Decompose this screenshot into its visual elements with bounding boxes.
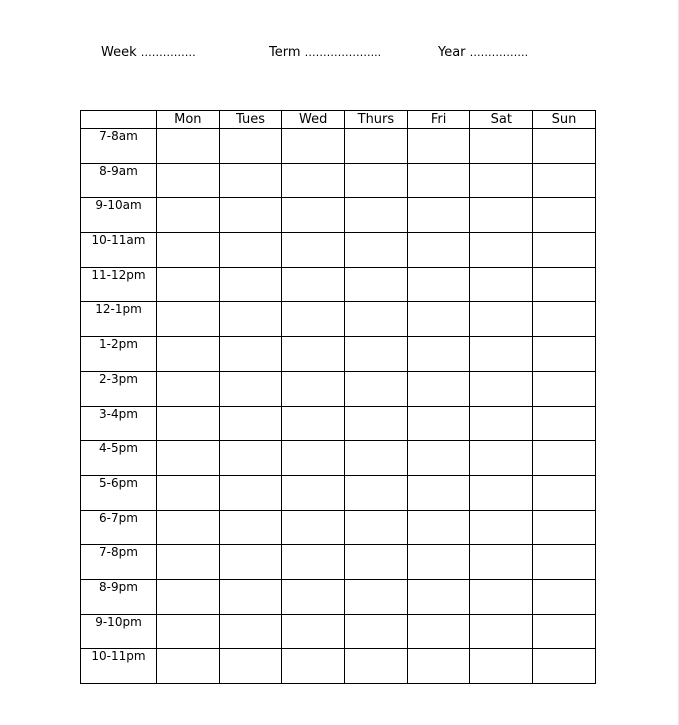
schedule-cell[interactable] <box>282 441 345 476</box>
week-blank: …………… <box>140 46 196 59</box>
week-label: Week <box>101 45 137 60</box>
schedule-cell[interactable] <box>470 337 533 372</box>
schedule-cell[interactable] <box>407 233 470 268</box>
schedule-cell[interactable] <box>533 579 596 614</box>
schedule-cell[interactable] <box>282 267 345 302</box>
schedule-cell[interactable] <box>407 337 470 372</box>
time-row <box>81 337 596 372</box>
schedule-cell[interactable] <box>219 545 282 580</box>
schedule-cell[interactable] <box>157 267 220 302</box>
time-slot-label: 8-9pm <box>81 579 157 614</box>
schedule-cell[interactable] <box>470 510 533 545</box>
schedule-cell[interactable] <box>533 337 596 372</box>
day-header-row <box>81 111 596 129</box>
time-slot-label: 10-11pm <box>81 649 157 684</box>
time-row <box>81 163 596 198</box>
time-slot-label: 9-10am <box>81 198 157 233</box>
schedule-cell[interactable] <box>345 267 408 302</box>
schedule-cell[interactable] <box>407 579 470 614</box>
schedule-cell[interactable] <box>345 475 408 510</box>
schedule-cell[interactable] <box>157 163 220 198</box>
schedule-cell[interactable] <box>470 302 533 337</box>
time-row <box>81 129 596 164</box>
schedule-cell[interactable] <box>282 371 345 406</box>
schedule-cell[interactable] <box>533 441 596 476</box>
schedule-cell[interactable] <box>157 475 220 510</box>
schedule-cell[interactable] <box>219 371 282 406</box>
schedule-cell[interactable] <box>219 406 282 441</box>
schedule-cell[interactable] <box>345 198 408 233</box>
schedule-cell[interactable] <box>470 129 533 164</box>
week-field <box>101 45 196 60</box>
schedule-cell[interactable] <box>533 129 596 164</box>
time-row <box>81 267 596 302</box>
schedule-cell[interactable] <box>219 579 282 614</box>
time-row <box>81 406 596 441</box>
time-slot-label: 9-10pm <box>81 614 157 649</box>
time-row <box>81 649 596 684</box>
schedule-cell[interactable] <box>219 267 282 302</box>
schedule-cell[interactable] <box>533 371 596 406</box>
schedule-cell[interactable] <box>407 545 470 580</box>
time-slot-label: 5-6pm <box>81 475 157 510</box>
schedule-cell[interactable] <box>345 406 408 441</box>
year-label: Year <box>438 45 466 60</box>
schedule-cell[interactable] <box>282 510 345 545</box>
schedule-cell[interactable] <box>533 545 596 580</box>
day-header-tues: Tues <box>219 111 282 129</box>
schedule-cell[interactable] <box>407 475 470 510</box>
schedule-cell[interactable] <box>219 163 282 198</box>
timetable-body <box>81 129 596 684</box>
schedule-cell[interactable] <box>470 614 533 649</box>
year-blank: ……………. <box>469 46 529 59</box>
schedule-cell[interactable] <box>345 614 408 649</box>
schedule-cell[interactable] <box>219 302 282 337</box>
schedule-cell[interactable] <box>407 267 470 302</box>
schedule-cell[interactable] <box>157 371 220 406</box>
schedule-cell[interactable] <box>157 233 220 268</box>
schedule-cell[interactable] <box>345 579 408 614</box>
schedule-cell[interactable] <box>470 267 533 302</box>
schedule-cell[interactable] <box>533 163 596 198</box>
schedule-cell[interactable] <box>219 510 282 545</box>
schedule-cell[interactable] <box>282 614 345 649</box>
time-row <box>81 371 596 406</box>
schedule-cell[interactable] <box>533 267 596 302</box>
schedule-cell[interactable] <box>219 649 282 684</box>
schedule-cell[interactable] <box>345 545 408 580</box>
schedule-cell[interactable] <box>533 614 596 649</box>
schedule-cell[interactable] <box>282 337 345 372</box>
term-field <box>269 45 381 60</box>
schedule-cell[interactable] <box>157 614 220 649</box>
schedule-cell[interactable] <box>345 337 408 372</box>
schedule-cell[interactable] <box>470 441 533 476</box>
time-row <box>81 198 596 233</box>
schedule-cell[interactable] <box>470 371 533 406</box>
schedule-cell[interactable] <box>345 441 408 476</box>
day-header-sat: Sat <box>470 111 533 129</box>
schedule-cell[interactable] <box>407 371 470 406</box>
header-line <box>0 45 679 65</box>
schedule-cell[interactable] <box>282 302 345 337</box>
time-slot-label: 2-3pm <box>81 371 157 406</box>
schedule-cell[interactable] <box>470 406 533 441</box>
schedule-cell[interactable] <box>282 406 345 441</box>
schedule-cell[interactable] <box>157 510 220 545</box>
day-header-mon: Mon <box>157 111 220 129</box>
schedule-cell[interactable] <box>345 233 408 268</box>
schedule-cell[interactable] <box>282 163 345 198</box>
schedule-cell[interactable] <box>533 302 596 337</box>
schedule-cell[interactable] <box>533 475 596 510</box>
schedule-cell[interactable] <box>345 371 408 406</box>
schedule-cell[interactable] <box>157 406 220 441</box>
schedule-cell[interactable] <box>345 163 408 198</box>
time-slot-label: 1-2pm <box>81 337 157 372</box>
schedule-cell[interactable] <box>157 441 220 476</box>
schedule-cell[interactable] <box>157 337 220 372</box>
schedule-cell[interactable] <box>533 510 596 545</box>
day-header-thurs: Thurs <box>345 111 408 129</box>
schedule-cell[interactable] <box>470 545 533 580</box>
schedule-cell[interactable] <box>345 129 408 164</box>
time-slot-label: 6-7pm <box>81 510 157 545</box>
schedule-cell[interactable] <box>219 337 282 372</box>
schedule-cell[interactable] <box>345 302 408 337</box>
schedule-cell[interactable] <box>219 198 282 233</box>
schedule-cell[interactable] <box>157 129 220 164</box>
time-row <box>81 614 596 649</box>
schedule-cell[interactable] <box>407 614 470 649</box>
term-blank: ………………... <box>304 46 382 59</box>
schedule-cell[interactable] <box>282 233 345 268</box>
schedule-cell[interactable] <box>345 510 408 545</box>
schedule-cell[interactable] <box>282 579 345 614</box>
schedule-cell[interactable] <box>470 233 533 268</box>
schedule-cell[interactable] <box>219 614 282 649</box>
time-slot-label: 4-5pm <box>81 441 157 476</box>
schedule-cell[interactable] <box>219 475 282 510</box>
schedule-cell[interactable] <box>407 406 470 441</box>
time-row <box>81 233 596 268</box>
schedule-cell[interactable] <box>282 545 345 580</box>
time-row <box>81 475 596 510</box>
year-field <box>438 45 528 60</box>
schedule-cell[interactable] <box>407 129 470 164</box>
time-slot-label: 7-8am <box>81 129 157 164</box>
schedule-cell[interactable] <box>407 510 470 545</box>
time-row <box>81 579 596 614</box>
time-slot-label: 8-9am <box>81 163 157 198</box>
schedule-cell[interactable] <box>470 649 533 684</box>
schedule-cell[interactable] <box>282 198 345 233</box>
schedule-cell[interactable] <box>219 129 282 164</box>
schedule-cell[interactable] <box>345 649 408 684</box>
schedule-cell[interactable] <box>157 302 220 337</box>
time-slot-label: 3-4pm <box>81 406 157 441</box>
time-row <box>81 510 596 545</box>
time-slot-label: 7-8pm <box>81 545 157 580</box>
schedule-cell[interactable] <box>157 579 220 614</box>
time-slot-label: 10-11am <box>81 233 157 268</box>
day-header-wed: Wed <box>282 111 345 129</box>
schedule-cell[interactable] <box>407 649 470 684</box>
schedule-cell[interactable] <box>407 198 470 233</box>
time-slot-label: 12-1pm <box>81 302 157 337</box>
schedule-cell[interactable] <box>533 233 596 268</box>
schedule-cell[interactable] <box>282 475 345 510</box>
schedule-cell[interactable] <box>219 441 282 476</box>
schedule-cell[interactable] <box>282 129 345 164</box>
time-slot-label: 11-12pm <box>81 267 157 302</box>
schedule-cell[interactable] <box>533 649 596 684</box>
schedule-cell[interactable] <box>219 233 282 268</box>
schedule-cell[interactable] <box>533 406 596 441</box>
day-header-sun: Sun <box>533 111 596 129</box>
schedule-cell[interactable] <box>470 475 533 510</box>
schedule-cell[interactable] <box>157 198 220 233</box>
schedule-cell[interactable] <box>470 163 533 198</box>
schedule-cell[interactable] <box>470 198 533 233</box>
schedule-cell[interactable] <box>157 649 220 684</box>
schedule-cell[interactable] <box>407 441 470 476</box>
time-row <box>81 302 596 337</box>
corner-cell <box>81 111 157 129</box>
timetable-grid <box>80 110 596 684</box>
term-label: Term <box>269 45 301 60</box>
schedule-cell[interactable] <box>533 198 596 233</box>
schedule-cell[interactable] <box>470 579 533 614</box>
schedule-cell[interactable] <box>407 163 470 198</box>
time-row <box>81 441 596 476</box>
day-header-fri: Fri <box>407 111 470 129</box>
schedule-cell[interactable] <box>282 649 345 684</box>
schedule-cell[interactable] <box>407 302 470 337</box>
schedule-cell[interactable] <box>157 545 220 580</box>
time-row <box>81 545 596 580</box>
